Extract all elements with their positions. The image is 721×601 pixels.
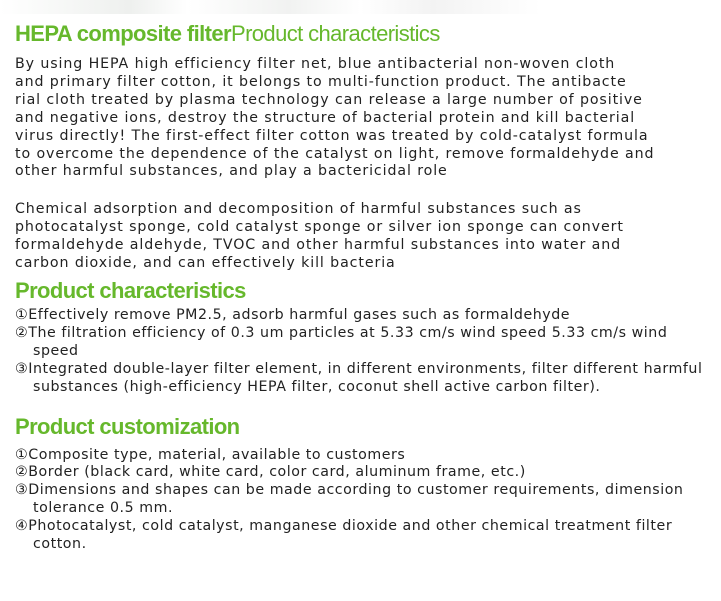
product-description <box>15 20 715 554</box>
intro-paragraph-2: Chemical adsorption and decomposition of harmful substances such as photocatalyst sponge, cold catalyst sponge or silver ion sponge can convert formaldehyde aldehyde, TVOC and other harmful substances into water and carbon dioxide, and can effectively kill bacteria <box>15 201 624 272</box>
section-title-customization <box>15 413 715 441</box>
list-item: ②Border (black card, white card, color card, aluminum frame, etc.) <box>15 464 526 481</box>
list-item: ③Integrated double-layer filter element, in different environments, filter different harmful substances (high-efficiency HEPA filter, coconut shell active carbon filter). <box>15 360 703 395</box>
list-item: ③Dimensions and shapes can be made according to customer requirements, dimension tolerance 0.5 mm. <box>15 482 684 517</box>
top-banner-strip <box>0 0 721 14</box>
characteristics-heading: Product characteristics <box>15 277 246 303</box>
list-item: ④Photocatalyst, cold catalyst, manganese dioxide and other chemical treatment filter cotton. <box>15 518 673 553</box>
customization-list <box>15 447 715 554</box>
paragraph-spacer <box>15 181 715 201</box>
list-item: ①Composite type, material, available to customers <box>15 446 406 463</box>
title-light-part: Product characteristics <box>231 21 440 46</box>
intro-paragraph-1: By using HEPA high efficiency filter net, blue antibacterial non-woven cloth and primary filter cotton, it belongs to multi-function product. The antibacte rial cloth treated by plasma technology can release a large number of positive and negative ions, destroy the structure of bacterial protein and kill bacterial virus directly! The first-effect filter cotton was treated by cold-catalyst formula to overcome the dependence of the catalyst on light, remove formaldehyde and other harmful substances, and play a bactericidal role <box>15 56 655 180</box>
list-item: ①Effectively remove PM2.5, adsorb harmful gases such as formaldehyde <box>15 306 571 323</box>
list-item: ②The filtration efficiency of 0.3 um particles at 5.33 cm/s wind speed 5.33 cm/s wind speed <box>15 324 668 359</box>
characteristics-list <box>15 307 715 397</box>
section-title-hepa <box>15 20 715 48</box>
section-title-characteristics <box>15 277 715 305</box>
customization-heading: Product customization <box>15 413 240 439</box>
title-bold-part: HEPA composite filter <box>15 21 231 46</box>
